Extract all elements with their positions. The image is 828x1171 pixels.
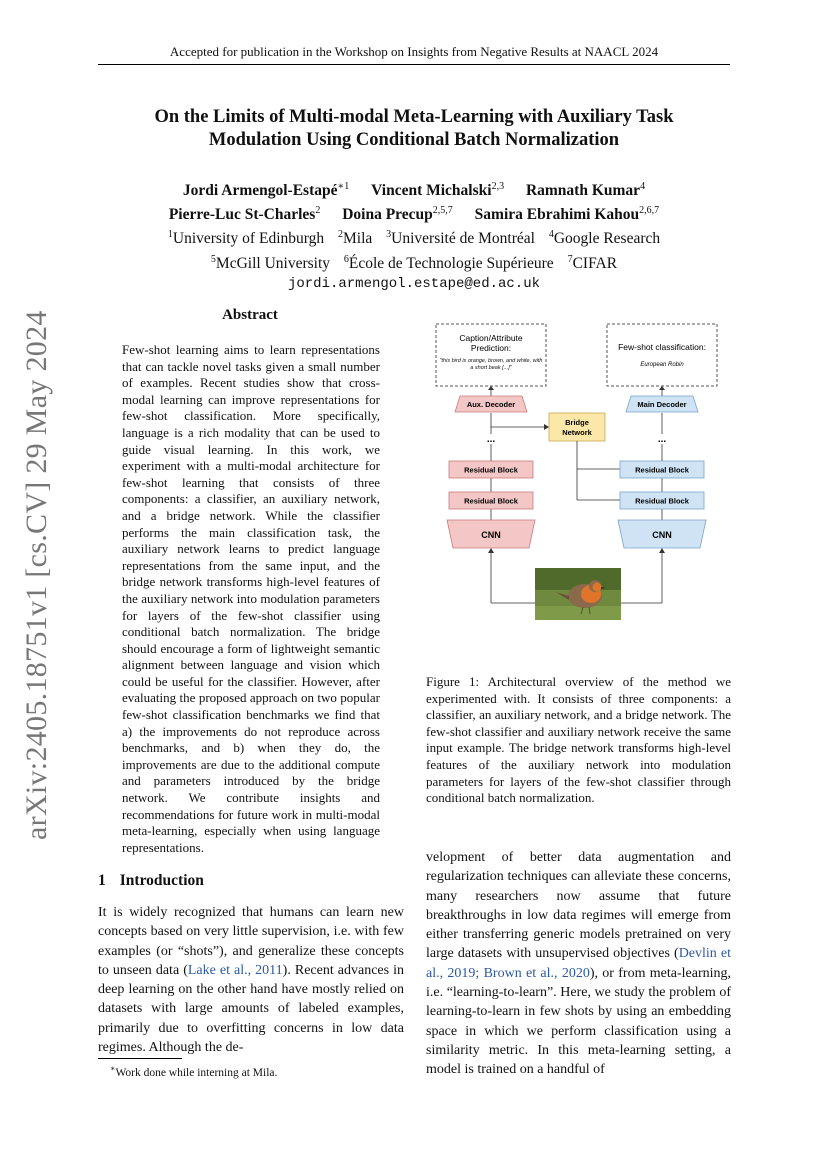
affiliation-sup: 4	[548, 229, 554, 241]
section-number: 1	[98, 872, 106, 889]
footnote	[110, 1064, 277, 1079]
main-residual-label-top: Residual Block	[635, 465, 689, 475]
bridge-label-2: Network	[562, 428, 592, 437]
citation-link[interactable]: Lake et al., 2011	[187, 962, 283, 978]
affiliation	[344, 255, 554, 272]
footnote-rule	[98, 1058, 182, 1059]
fewshot-classification-box	[607, 324, 717, 386]
author	[526, 182, 645, 199]
intro-text-left	[98, 903, 404, 1057]
main-decoder-label: Main Decoder	[637, 400, 687, 409]
affiliation-name: CIFAR	[572, 254, 618, 272]
author-name: Doina Precup	[342, 206, 433, 224]
footnote-text: Work done while interning at Mila.	[115, 1066, 278, 1079]
fewshot-example: European Robin	[640, 362, 684, 368]
author	[183, 182, 349, 199]
citation-link[interactable]: Devlin et al., 2019; Brown et al., 2020	[426, 946, 731, 981]
bridge-label-1: Bridge	[565, 418, 589, 427]
affiliation-row-1	[90, 225, 738, 249]
affiliation-name: University of Edinburgh	[172, 230, 325, 248]
affiliation	[211, 255, 330, 272]
author-name: Jordi Armengol-Estapé	[182, 182, 338, 200]
fewshot-classification-title: Few-shot classification:	[618, 342, 706, 352]
affiliation-sup: 5	[210, 253, 216, 265]
paper-title	[90, 106, 738, 152]
intro-right-part-b: ), or from meta-learning, i.e. “learning-to-learn”. Here, we study the problem of learning-to-learn in few shots by using an embedding space in which we perform classification using a similarity metric. In this meta-learning setting, a model is trained on a handful of	[426, 965, 732, 1078]
affiliation-name: Google Research	[553, 230, 661, 248]
author-name: Vincent Michalski	[371, 182, 492, 200]
author-row-2	[90, 201, 738, 225]
main-cnn-label: CNN	[652, 530, 672, 540]
affiliation	[549, 230, 660, 247]
affiliation-sup: 7	[567, 253, 573, 265]
affiliation-sup: 2	[338, 229, 344, 241]
footnote-mark: ∗	[110, 1064, 116, 1073]
intro-text-right	[426, 848, 731, 1080]
aux-dots: ...	[486, 434, 496, 445]
section-heading	[98, 872, 218, 890]
robin-photo	[535, 568, 621, 620]
abstract-text: Few-shot learning aims to learn representations that can tackle novel tasks given a small number of examples. Recent studies show that cross-modal learning can improve representations for few-shot classification. More specifically, language is a rich modality that can be used to guide visual learning. In this work, we experiment with a multi-modal architecture for few-shot learning that consists of three components: a classifier, an auxiliary network, and a bridge network. While the classifier performs the main classification task, the auxiliary network learns to predict language representations from the same input, and the bridge network transforms high-level features of the auxiliary network into modulation parameters for layers of the few-shot classifier using conditional batch normalization. The bridge should encourage a form of lightweight semantic alignment between language and vision which could be useful for the classifier. However, after evaluating the proposed approach on two popular few-shot classification benchmarks we find that a) the improvements do not reproduce across benchmarks, and b) when they do, the improvements are due to the additional compute and parameters introduced by the bridge network. We contribute insights and recommendations for future work in multi-modal meta-learning, especially when using language representations.	[122, 342, 380, 855]
affiliation-sup: 6	[343, 253, 349, 265]
affiliation-sup: 1	[167, 229, 173, 241]
affiliation-sup: 3	[386, 229, 392, 241]
abstract-heading: Abstract	[222, 307, 278, 323]
author-name: Samira Ebrahimi Kahou	[474, 206, 640, 224]
author-sup: 2	[315, 205, 321, 217]
caption-prediction-title: Caption/Attribute Prediction:	[459, 333, 523, 353]
venue-header: Accepted for publication in the Workshop on Insights from Negative Results at NAACL 2024	[169, 44, 659, 59]
section-title: Introduction	[119, 872, 204, 889]
affiliation	[338, 230, 372, 247]
author-sup: 4	[640, 181, 646, 192]
author-name: Ramnath Kumar	[525, 182, 641, 200]
author-email: jordi.armengol.estape@ed.ac.uk	[287, 275, 541, 292]
header-rule	[98, 64, 730, 65]
affiliation-name: École de Technologie Supérieure	[348, 254, 554, 272]
aux-cnn-label: CNN	[481, 530, 501, 540]
intro-left-part-b: ). Recent advances in deep learning on the other hand have mostly relied on datasets with large amounts of labeled examples, primarily due to overfitting concerns in low data regimes. Although the de-	[98, 962, 405, 1056]
caption-example: "this bird is orange, brown, and white, with a short beak [...]"	[439, 358, 543, 371]
intro-right-part-a: velopment of better data augmentation and regularization techniques can alleviate these concerns, many researchers now assume that future breakthroughs in low data regimes will emerge from either transferring generic models pretrained on very large datasets with unsupervised objectives (	[426, 850, 731, 962]
title-line-1: On the Limits of Multi-modal Meta-Learning with Auxiliary Task	[154, 107, 674, 127]
main-residual-label-bottom: Residual Block	[635, 496, 689, 506]
author-name: Pierre-Luc St-Charles	[168, 206, 316, 224]
intro-left-part-a: It is widely recognized that humans can learn new concepts based on very little supervision, i.e. with few examples (or “shots”), and generalize these concepts to unseen data (	[98, 905, 404, 978]
affiliation	[168, 230, 324, 247]
author-sup: 2,3	[491, 181, 505, 192]
affiliation-name: McGill University	[215, 254, 331, 272]
architecture-figure	[425, 320, 731, 620]
affiliation-row-2	[90, 249, 738, 273]
aux-residual-label-top: Residual Block	[464, 465, 518, 475]
figure-caption: Figure 1: Architectural overview of the method we experimented with. It consists of three components: a classifier, an auxiliary network, and a bridge network. The few-shot classifier and auxiliary network receive the same input example. The bridge network transforms high-level features of the auxiliary network into modulation parameters for layers of the few-shot classifier through conditional batch normalization.	[426, 674, 731, 806]
affiliation	[568, 255, 618, 272]
affiliation	[386, 230, 535, 247]
affiliation-name: Mila	[343, 230, 373, 248]
author	[371, 182, 504, 199]
author-sup: ∗1	[337, 181, 350, 192]
author	[342, 206, 453, 223]
affiliation-name: Université de Montréal	[391, 230, 535, 248]
author-row-1	[90, 177, 738, 201]
aux-residual-label-bottom: Residual Block	[464, 496, 518, 506]
title-line-2: Modulation Using Conditional Batch Normalization	[208, 130, 620, 150]
author-sup: 2,6,7	[639, 205, 660, 217]
author	[475, 206, 660, 223]
main-dots: ...	[657, 434, 667, 445]
author-sup: 2,5,7	[432, 205, 453, 217]
arxiv-stamp: arXiv:2405.18751v1 [cs.CV] 29 May 2024	[20, 310, 53, 840]
author	[169, 206, 321, 223]
author-block	[90, 177, 738, 294]
aux-decoder-label: Aux. Decoder	[466, 400, 516, 409]
